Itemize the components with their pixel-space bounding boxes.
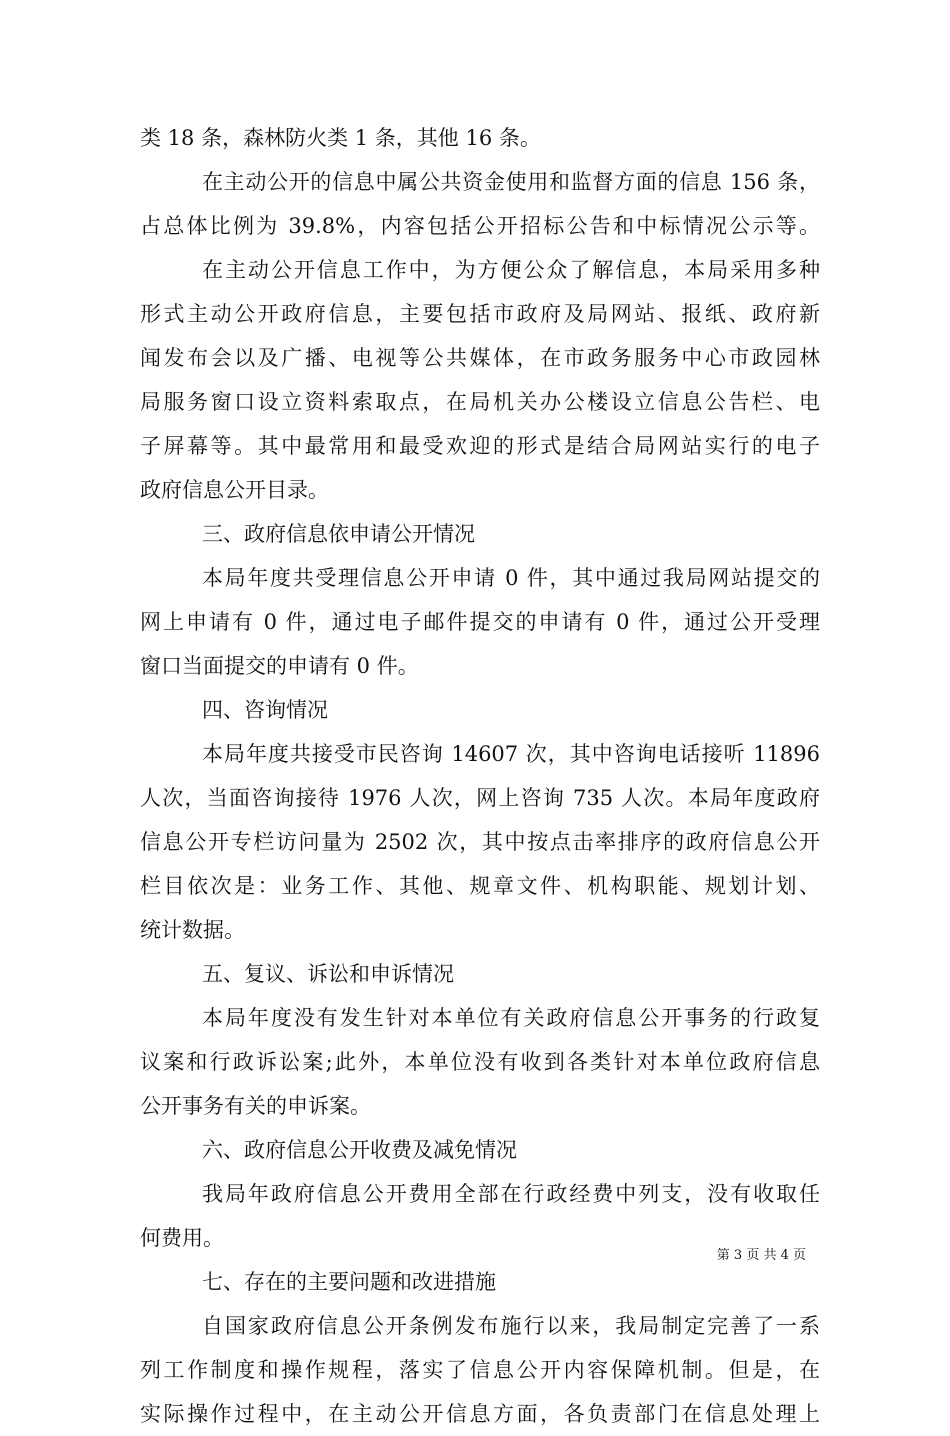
section-heading: 七、存在的主要问题和改进措施	[202, 1270, 496, 1294]
text-line: 窗口当面提交的申请有 0 件。	[140, 654, 419, 678]
section-heading: 三、政府信息依申请公开情况	[202, 522, 475, 546]
text-line: 占总体比例为 39.8%，内容包括公开招标公告和中标情况公示等。	[140, 214, 820, 238]
text-line: 本局年度没有发生针对本单位有关政府信息公开事务的行政复	[202, 1006, 820, 1030]
text-line: 闻发布会以及广播、电视等公共媒体，在市政务服务中心市政园林	[140, 346, 820, 370]
text-line: 本局年度共接受市民咨询 14607 次，其中咨询电话接听 11896	[202, 742, 820, 766]
text-line: 子屏幕等。其中最常用和最受欢迎的形式是结合局网站实行的电子	[140, 434, 820, 458]
text-line: 信息公开专栏访问量为 2502 次，其中按点击率排序的政府信息公开	[140, 830, 820, 854]
page-number: 第 3 页 共 4 页	[716, 1248, 806, 1263]
text-line: 在主动公开信息工作中，为方便公众了解信息，本局采用多种	[202, 258, 820, 282]
text-line: 局服务窗口设立资料索取点，在局机关办公楼设立信息公告栏、电	[140, 390, 820, 414]
text-line: 我局年政府信息公开费用全部在行政经费中列支，没有收取任	[202, 1182, 820, 1206]
section-heading: 四、咨询情况	[202, 698, 328, 722]
text-line: 何费用。	[140, 1226, 224, 1250]
text-line: 实际操作过程中，在主动公开信息方面，各负责部门在信息处理上	[140, 1402, 820, 1426]
text-line: 人次，当面咨询接待 1976 人次，网上咨询 735 人次。本局年度政府	[140, 786, 820, 810]
section-heading: 六、政府信息公开收费及减免情况	[202, 1138, 517, 1162]
text-line: 形式主动公开政府信息，主要包括市政府及局网站、报纸、政府新	[140, 302, 820, 326]
text-line: 列工作制度和操作规程，落实了信息公开内容保障机制。但是，在	[140, 1358, 820, 1382]
document-body	[140, 116, 820, 1436]
text-line: 自国家政府信息公开条例发布施行以来，我局制定完善了一系	[202, 1314, 820, 1338]
text-line: 栏目依次是：业务工作、其他、规章文件、机构职能、规划计划、	[140, 874, 820, 898]
text-line: 在主动公开的信息中属公共资金使用和监督方面的信息 156 条，	[202, 170, 820, 194]
text-line: 类 18 条，森林防火类 1 条，其他 16 条。	[140, 126, 541, 150]
text-line: 公开事务有关的申诉案。	[140, 1094, 371, 1118]
section-heading: 五、复议、诉讼和申诉情况	[202, 962, 454, 986]
text-line: 统计数据。	[140, 918, 245, 942]
text-line: 本局年度共受理信息公开申请 0 件，其中通过我局网站提交的	[202, 566, 820, 590]
text-line: 政府信息公开目录。	[140, 478, 329, 502]
text-line: 议案和行政诉讼案;此外，本单位没有收到各类针对本单位政府信息	[140, 1050, 820, 1074]
text-line: 网上申请有 0 件，通过电子邮件提交的申请有 0 件，通过公开受理	[140, 610, 820, 634]
